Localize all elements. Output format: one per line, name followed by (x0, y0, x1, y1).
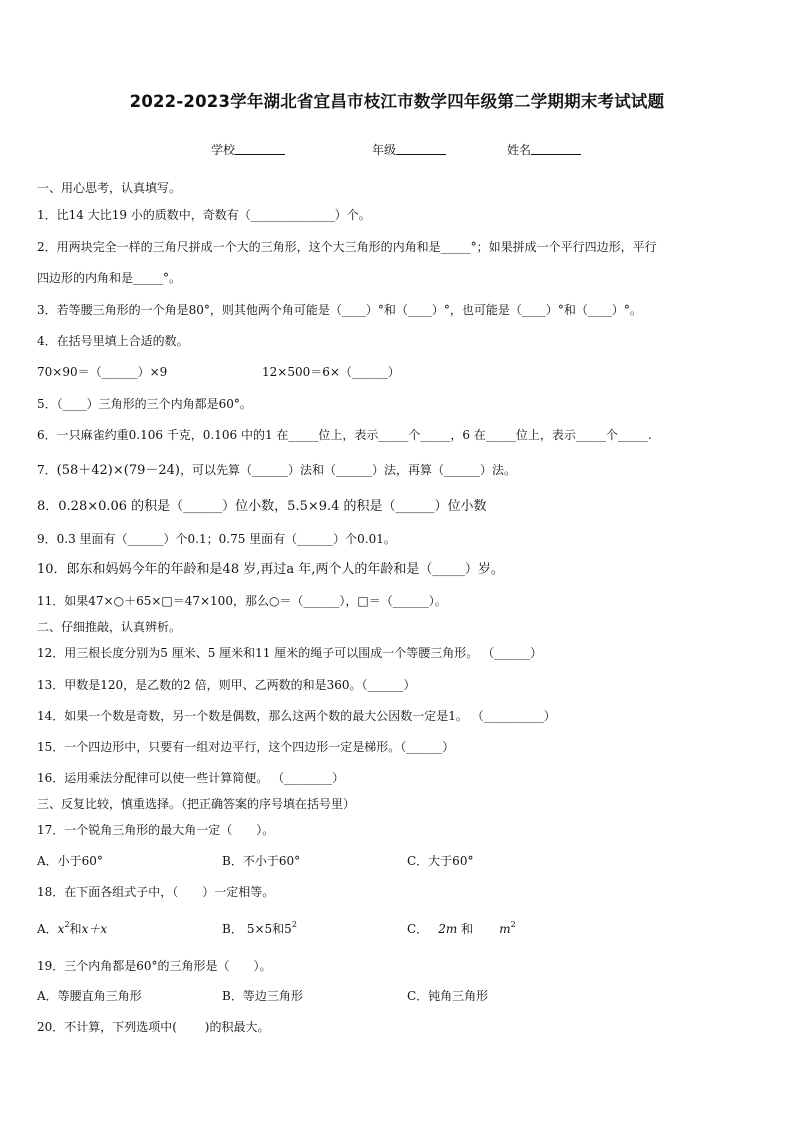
name-field (507, 141, 581, 158)
name-blank[interactable] (531, 142, 581, 155)
question-11: 11．如果47×○＋65×□＝47×100，那么○＝（______），□＝（______）。 (37, 594, 447, 608)
question-17-option-c[interactable]: C．大于60° (407, 854, 474, 868)
question-17: 17．一个锐角三角形的最大角一定（ ）。 (37, 823, 275, 837)
option-c-expression-1: 2m (438, 922, 458, 936)
question-18: 18．在下面各组式子中，（ ）一定相等。 (37, 885, 275, 899)
question-15: 15．一个四边形中，只要有一组对边平行，这个四边形一定是梯形。（______） (37, 740, 455, 754)
question-18-option-b[interactable] (222, 921, 297, 937)
option-b-expression-1: 5×5 (246, 922, 273, 936)
section-1-heading: 一、用心思考，认真填写。 (37, 181, 182, 195)
question-7 (37, 462, 516, 479)
question-8: 8．0.28×0.06 的积是（______）位小数，5.5×9.4 的积是（______）位小数 (37, 499, 487, 514)
option-c-exponent: 2 (510, 920, 516, 929)
page-title: 2022-2023学年湖北省宜昌市枝江市数学四年级第二学期期末考试试题 (129, 92, 665, 111)
school-blank[interactable] (235, 142, 285, 155)
option-a-expression-2: x＋x (81, 922, 108, 936)
section-2-heading: 二、仔细推敲，认真辨析。 (37, 620, 182, 634)
grade-field (372, 141, 446, 158)
question-19-option-a[interactable]: A．等腰直角三角形 (37, 989, 142, 1003)
question-18-option-a[interactable] (37, 921, 107, 937)
question-17-option-b[interactable]: B．不小于60° (222, 854, 301, 868)
question-4-part-a: 70×90＝（______）×9 (37, 365, 168, 379)
grade-label: 年级 (372, 143, 397, 157)
question-13: 13．甲数是120，是乙数的2 倍，则甲、乙两数的和是360。（______） (37, 678, 416, 692)
option-b-label: B． (222, 922, 243, 936)
option-b-expression-2: 5 (284, 922, 292, 936)
option-b-exponent: 2 (291, 920, 297, 929)
question-4-part-b: 12×500＝6×（______） (262, 365, 400, 379)
question-19: 19．三个内角都是60°的三角形是（ ）。 (37, 959, 272, 973)
question-7-expression: (58＋42)×(79－24) (56, 463, 180, 478)
question-1: 1．比14 大比19 小的质数中，奇数有（______________）个。 (37, 208, 371, 222)
question-4: 4．在括号里填上合适的数。 (37, 334, 189, 348)
question-2-line-1: 2．用两块完全一样的三角尺拼成一个大的三角形，这个大三角形的内角和是_____°；如果拼成一个平行四边形，平行 (37, 240, 657, 254)
question-12: 12．用三根长度分别为5 厘米、5 厘米和11 厘米的绳子可以围成一个等腰三角形。 （______） (37, 646, 543, 660)
option-a-label: A． (37, 922, 58, 936)
question-2-line-2: 四边形的内角和是_____°。 (37, 271, 182, 285)
option-c-and: 和 (461, 922, 474, 936)
question-19-option-b[interactable]: B．等边三角形 (222, 989, 303, 1003)
grade-blank[interactable] (396, 142, 446, 155)
question-17-option-a[interactable]: A．小于60° (37, 854, 103, 868)
question-7-text: ，可以先算（______）法和（______）法，再算（______）法。 (180, 463, 517, 477)
question-9: 9．0.3 里面有（______）个0.1；0.75 里面有（______）个0.01。 (37, 532, 396, 546)
question-20: 20．不计算，下列选项中( )的积最大。 (37, 1020, 270, 1034)
school-label: 学校 (211, 143, 236, 157)
question-3: 3．若等腰三角形的一个角是80°，则其他两个角可能是（____）°和（____）°，也可能是（____）°和（____）°。 (37, 303, 642, 317)
option-a-exponent: 2 (64, 920, 70, 929)
question-10: 10．郎东和妈妈今年的年龄和是48 岁,再过a 年,两个人的年龄和是（_____）岁。 (37, 562, 504, 577)
question-19-option-c[interactable]: C．钝角三角形 (407, 989, 489, 1003)
name-label: 姓名 (507, 143, 532, 157)
school-field (211, 141, 285, 158)
option-c-expression-2: m (499, 922, 511, 936)
option-a-and: 和 (69, 922, 82, 936)
question-7-number: 7． (37, 463, 57, 477)
option-a-expression-1: x (57, 922, 65, 936)
question-5: 5．（____）三角形的三个内角都是60°。 (37, 397, 252, 411)
option-b-and: 和 (272, 922, 285, 936)
question-16: 16．运用乘法分配律可以使一些计算简便。 （________） (37, 771, 345, 785)
question-18-option-c[interactable] (407, 921, 516, 937)
section-3-heading: 三、反复比较，慎重选择。（把正确答案的序号填在括号里） (37, 797, 356, 811)
question-6: 6．一只麻雀约重0.106 千克，0.106 中的1 在_____位上，表示_____个_____，6 在_____位上，表示_____个_____. (37, 428, 652, 442)
question-14: 14．如果一个数是奇数，另一个数是偶数，那么这两个数的最大公因数一定是1。 （__________） (37, 709, 556, 723)
option-c-label: C． (407, 922, 429, 936)
